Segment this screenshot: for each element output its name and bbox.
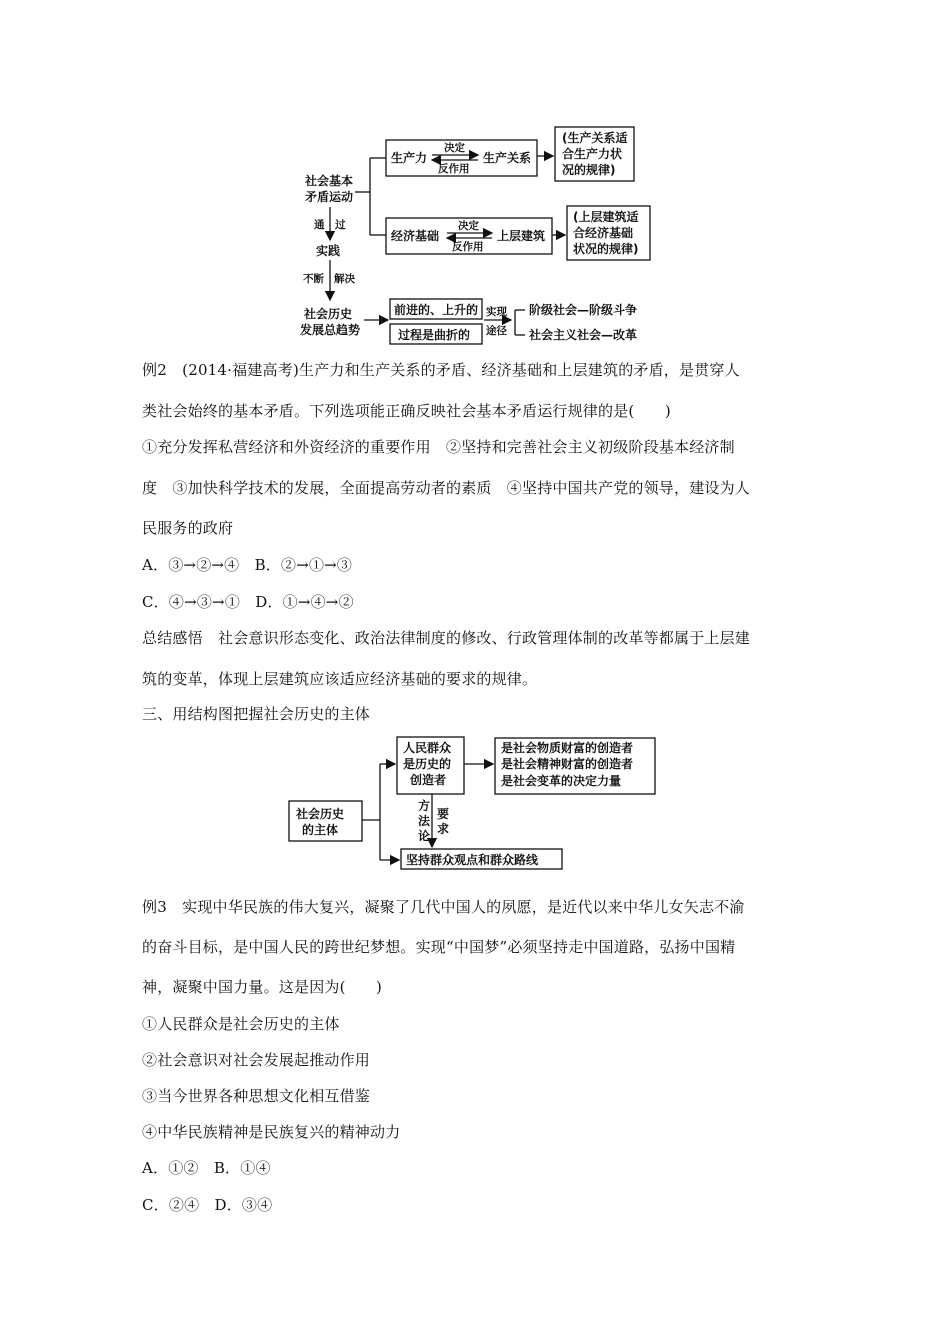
basic-contradiction-diagram xyxy=(0,0,950,350)
example2-line1: 例2 (2014·福建高考)生产力和生产关系的矛盾、经济基础和上层建筑的矛盾，是贯穿人 xyxy=(142,361,740,379)
example2-options-cd: C．④→③→① D．①→④→② xyxy=(142,593,354,611)
require-char2: 求 xyxy=(437,822,450,836)
example3-item1: ①人民群众是社会历史的主体 xyxy=(142,1015,340,1033)
react-label-1: 反作用 xyxy=(438,163,470,175)
people-line3: 创造者 xyxy=(410,773,447,787)
summary-line2: 筑的变革，体现上层建筑应该适应经济基础的要求的规律。 xyxy=(142,670,538,688)
law2-line2: 合经济基础 xyxy=(573,226,634,240)
example3-line2: 的奋斗目标，是中国人民的跨世纪梦想。实现“中国梦”必须坚持走中国道路，弘扬中国精 xyxy=(142,938,736,956)
root-label-2: 矛盾运动 xyxy=(305,190,354,204)
relations-of-production-label: 生产关系 xyxy=(483,151,532,165)
example3-item2: ②社会意识对社会发展起推动作用 xyxy=(142,1051,371,1069)
law2-line1: (上层建筑适 xyxy=(573,210,639,224)
example3-item3: ③当今世界各种思想文化相互借鉴 xyxy=(142,1087,371,1105)
law1-line1: (生产关系适 xyxy=(562,131,628,145)
decide-label-1: 决定 xyxy=(444,142,465,154)
subject-line1: 社会历史 xyxy=(296,807,345,821)
trend-label-2: 发展总趋势 xyxy=(300,323,361,337)
decide-label-2: 决定 xyxy=(458,220,479,232)
superstructure-label: 上层建筑 xyxy=(497,229,546,243)
example2-line5: 民服务的政府 xyxy=(142,519,234,537)
react-label-2: 反作用 xyxy=(452,241,484,253)
law1-line2: 合生产力状 xyxy=(562,147,623,161)
method-char2: 法 xyxy=(418,814,431,828)
section3-heading: 三、用结构图把握社会历史的主体 xyxy=(142,705,371,723)
creators-line3: 是社会变革的决定力量 xyxy=(501,774,622,788)
massline-label: 坚持群众观点和群众路线 xyxy=(406,853,539,867)
example2-line2: 类社会始终的基本矛盾。下列选项能正确反映社会基本矛盾运行规律的是( ) xyxy=(142,402,671,420)
summary-line1: 总结感悟 社会意识形态变化、政治法律制度的修改、行政管理体制的改革等都属于上层建 xyxy=(142,629,751,647)
law1-line3: 况的规律) xyxy=(562,163,616,177)
example3-line1: 例3 实现中华民族的伟大复兴，凝聚了几代中国人的夙愿，是近代以来中华儿女矢志不渝 xyxy=(142,898,745,916)
practice-label: 实践 xyxy=(316,244,341,258)
forward-label: 前进的、上升的 xyxy=(394,303,479,317)
creators-line1: 是社会物质财富的创造者 xyxy=(501,741,634,755)
example2-line3: ①充分发挥私营经济和外资经济的重要作用 ②坚持和完善社会主义初级阶段基本经济制 xyxy=(142,438,735,456)
people-line2: 是历史的 xyxy=(403,757,452,771)
resolve-label-2: 解决 xyxy=(334,273,355,285)
example3-item4: ④中华民族精神是民族复兴的精神动力 xyxy=(142,1123,401,1141)
trend-label-1: 社会历史 xyxy=(304,307,353,321)
example3-options-cd: C．②④ D．③④ xyxy=(142,1196,273,1214)
example2-options-ab: A．③→②→④ B．②→①→③ xyxy=(142,556,353,574)
method-char3: 论 xyxy=(418,829,431,843)
example3-options-ab: A．①② B．①④ xyxy=(142,1159,271,1177)
creators-line2: 是社会精神财富的创造者 xyxy=(501,757,634,771)
resolve-label-1: 不断 xyxy=(303,273,324,285)
via-label-1: 通 xyxy=(314,219,325,231)
productive-forces-label: 生产力 xyxy=(391,151,428,165)
root-label-1: 社会基本 xyxy=(305,174,354,188)
tortuous-label: 过程是曲折的 xyxy=(398,328,471,342)
law2-line3: 状况的规律) xyxy=(573,242,639,256)
method-char1: 方 xyxy=(418,799,431,813)
subject-line2: 的主体 xyxy=(302,823,339,837)
realize-label-2: 途径 xyxy=(486,325,507,337)
example2-line4: 度 ③加快科学技术的发展，全面提高劳动者的素质 ④坚持中国共产党的领导，建设为人 xyxy=(142,479,751,497)
via-label-2: 过 xyxy=(335,219,346,231)
people-line1: 人民群众 xyxy=(403,741,452,755)
path1-label: 阶级社会—阶级斗争 xyxy=(529,303,638,317)
path2-label: 社会主义社会—改革 xyxy=(529,328,638,342)
realize-label-1: 实现 xyxy=(486,306,507,318)
historical-subject-diagram xyxy=(0,730,950,880)
economic-base-label: 经济基础 xyxy=(391,229,440,243)
example3-line3: 神，凝聚中国力量。这是因为( ) xyxy=(142,978,383,996)
require-char1: 要 xyxy=(437,807,450,821)
